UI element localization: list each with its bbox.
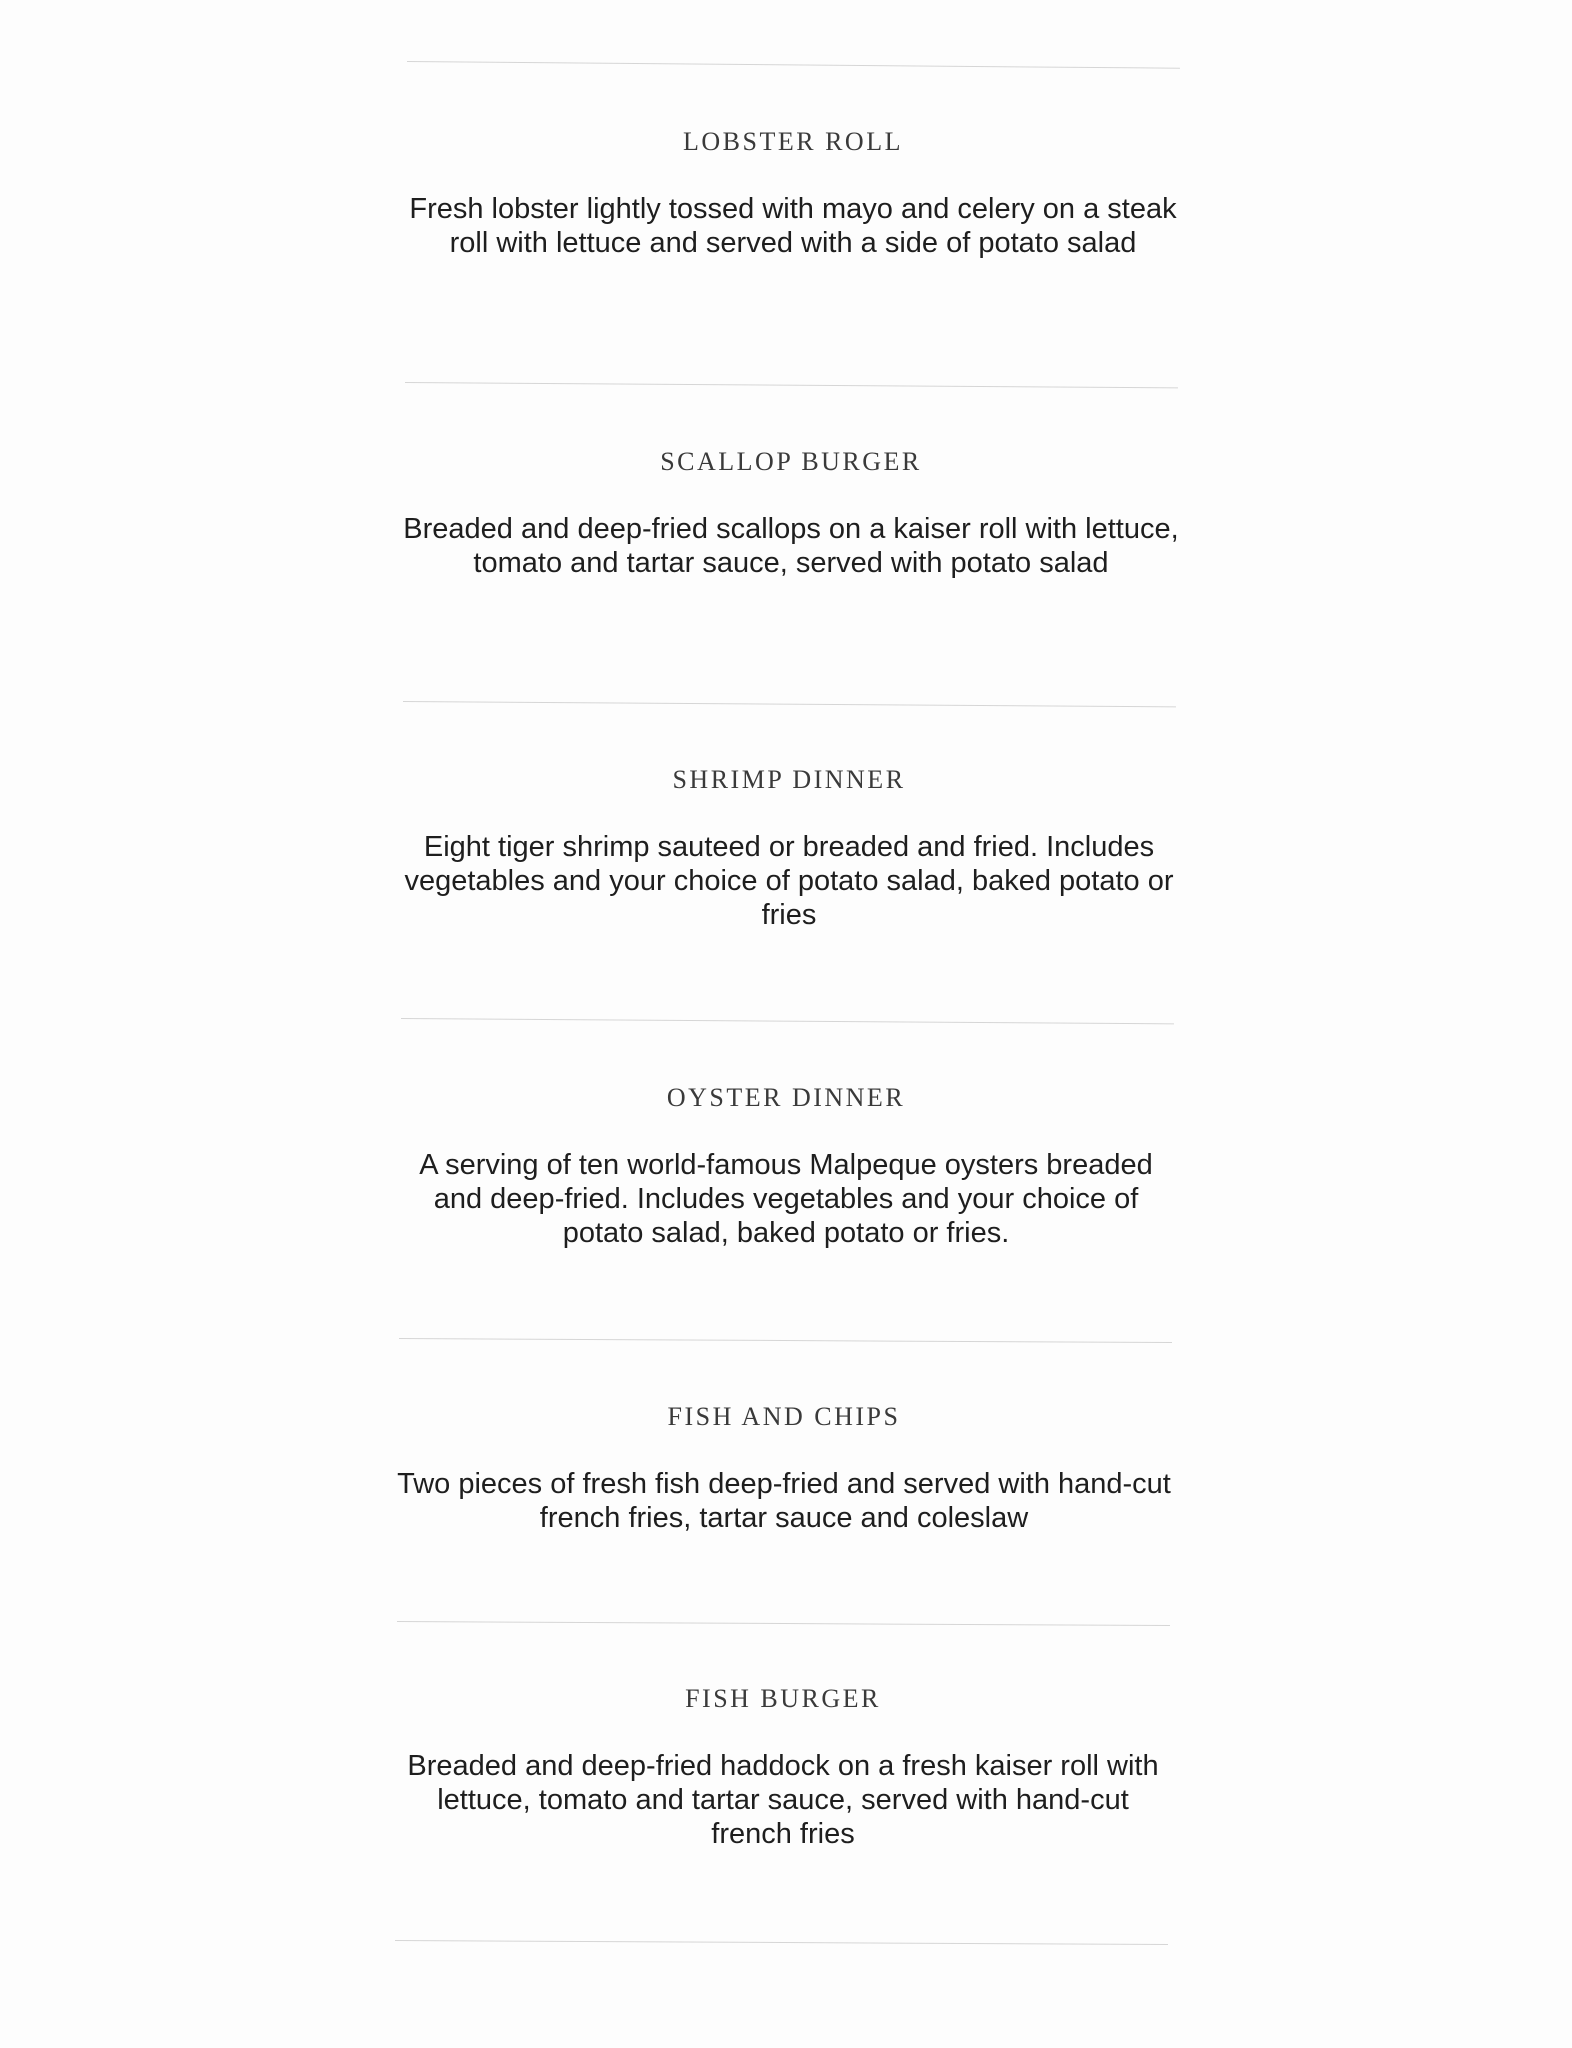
menu-item-fish-and-chips (394, 1401, 1174, 1535)
item-description: Eight tiger shrimp sauteed or breaded and fried. Includes vegetables and your choice of potato salad, baked potato or fries (404, 831, 1174, 931)
divider (395, 1940, 1168, 1945)
item-description: A serving of ten world-famous Malpeque oysters breaded and deep-fried. Includes vegetables and your choice of potato salad, baked potato or fries. (419, 1149, 1153, 1249)
menu-item-fish-burger (393, 1683, 1173, 1851)
item-description: Breaded and deep-fried haddock on a fresh kaiser roll with lettuce, tomato and tartar sauce, served with hand-cut french fries (407, 1750, 1159, 1850)
item-title: OYSTER DINNER (666, 1083, 906, 1112)
menu-item-oyster-dinner (396, 1082, 1176, 1250)
divider (407, 61, 1180, 69)
item-title: SHRIMP DINNER (672, 765, 906, 794)
divider (397, 1621, 1170, 1626)
divider (401, 1018, 1174, 1024)
menu-item-scallop-burger (401, 446, 1181, 580)
item-title: LOBSTER ROLL (683, 127, 903, 156)
menu-item-lobster-roll (403, 126, 1183, 260)
menu-item-shrimp-dinner (399, 764, 1179, 932)
divider (399, 1338, 1172, 1343)
divider (403, 701, 1176, 707)
item-description: Fresh lobster lightly tossed with mayo and celery on a steak roll with lettuce and served with a side of potato salad (409, 193, 1177, 259)
divider (405, 382, 1178, 388)
item-title: FISH BURGER (685, 1684, 881, 1713)
item-description: Two pieces of fresh fish deep-fried and served with hand-cut french fries, tartar sauce and coleslaw (397, 1468, 1171, 1534)
item-description: Breaded and deep-fried scallops on a kaiser roll with lettuce, tomato and tartar sauce, served with potato salad (403, 513, 1179, 579)
item-title: SCALLOP BURGER (660, 447, 922, 476)
item-title: FISH AND CHIPS (667, 1402, 901, 1431)
